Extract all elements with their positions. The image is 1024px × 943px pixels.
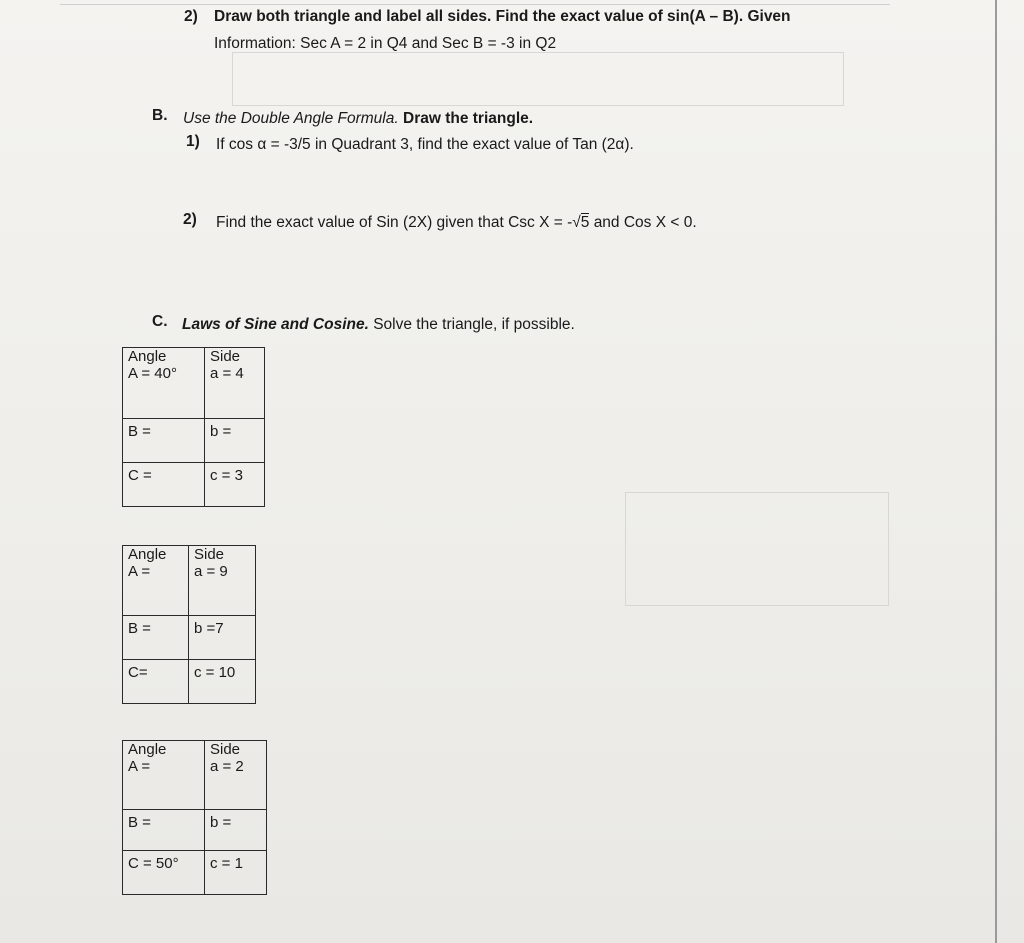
c-letter: C. (152, 313, 168, 330)
table-row (123, 851, 267, 895)
side-cell: c = 1 (205, 851, 267, 895)
side-value: a = 9 (194, 563, 228, 580)
b-q2-text-after: and Cos X < 0. (593, 214, 697, 231)
side-cell: c = 3 (205, 463, 265, 507)
bleed-through-box (232, 52, 844, 106)
angle-cell (123, 348, 205, 419)
side-value: a = 2 (210, 758, 244, 775)
b-heading-bold: Draw the triangle. (403, 110, 534, 127)
angle-cell: B = (123, 810, 205, 851)
table-row (123, 616, 256, 660)
angle-cell: B = (123, 616, 189, 660)
a-q2-instruction: Draw both triangle and label all sides. (214, 8, 492, 25)
page-edge (995, 0, 997, 943)
triangle-table-3 (122, 740, 267, 895)
a-q2-find: Find the exact value of sin(A – B). (495, 8, 744, 25)
triangle-table-2 (122, 545, 256, 704)
c-heading-rest: Solve the triangle, if possible. (373, 316, 575, 333)
angle-value: A = (128, 563, 151, 580)
a-q2-given: Given (747, 8, 791, 25)
c-heading (182, 316, 575, 334)
angle-cell (123, 546, 189, 616)
angle-cell: B = (123, 419, 205, 463)
table-row (123, 741, 267, 810)
angle-cell: C = (123, 463, 205, 507)
a-q2-line2: Information: Sec A = 2 in Q4 and Sec B = -3 in Q2 (214, 35, 557, 52)
col-side-header: Side (210, 348, 241, 365)
angle-value: A = (128, 758, 151, 775)
side-cell (189, 546, 256, 616)
col-angle-header: Angle (128, 348, 167, 365)
b-q2-text-before: Find the exact value of Sin (2X) given that Csc X = -√ (216, 214, 581, 231)
b-letter: B. (152, 107, 168, 124)
side-cell: b =7 (189, 616, 256, 660)
side-value: a = 4 (210, 365, 244, 382)
side-cell: b = (205, 810, 267, 851)
a-q2-line1 (214, 8, 791, 26)
table-row (123, 660, 256, 704)
b-q2-text (216, 213, 697, 232)
b-q1-text: If cos α = -3/5 in Quadrant 3, find the exact value of Tan (2α). (216, 136, 634, 153)
triangle-table-1 (122, 347, 265, 507)
table-row (123, 463, 265, 507)
b-q1-number: 1) (186, 133, 200, 150)
side-cell (205, 348, 265, 419)
b-heading-italic: Use the Double Angle Formula. (183, 110, 399, 127)
b-heading (183, 110, 533, 128)
table-row (123, 546, 256, 616)
c-heading-italic: Laws of Sine and Cosine. (182, 316, 369, 333)
col-side-header: Side (210, 741, 241, 758)
table-row (123, 810, 267, 851)
side-cell (205, 741, 267, 810)
bleed-through-table (625, 492, 889, 606)
angle-cell: C = 50° (123, 851, 205, 895)
table-row (123, 348, 265, 419)
col-side-header: Side (194, 546, 225, 563)
angle-cell: C= (123, 660, 189, 704)
col-angle-header: Angle (128, 546, 167, 563)
side-cell: c = 10 (189, 660, 256, 704)
b-q2-radicand: 5 (580, 214, 590, 231)
top-rule (60, 4, 890, 5)
angle-value: A = 40° (128, 365, 177, 382)
a-q2-number: 2) (184, 8, 198, 25)
b-q2-number: 2) (183, 211, 197, 228)
angle-cell (123, 741, 205, 810)
col-angle-header: Angle (128, 741, 167, 758)
table-row (123, 419, 265, 463)
side-cell: b = (205, 419, 265, 463)
